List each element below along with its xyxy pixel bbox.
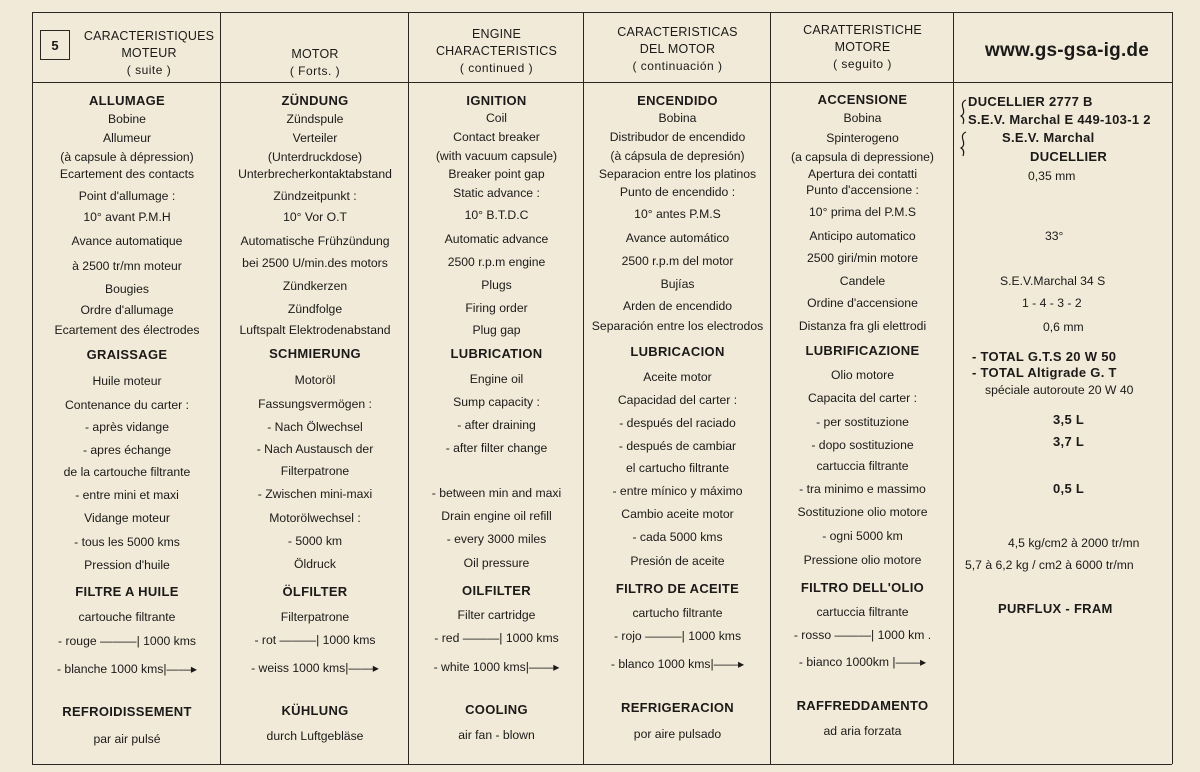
spec-value: 1 - 4 - 3 - 2 <box>1022 296 1082 310</box>
spec-label: 10° prima del P.M.S <box>809 205 916 219</box>
header-subtitle: ( seguito ) <box>833 57 892 71</box>
section-heading: REFROIDISSEMENT <box>62 704 192 719</box>
spec-label: Sostituzione olio motore <box>797 505 928 519</box>
spec-label: - bianco 1000km |——▸ <box>798 655 927 669</box>
spec-label: Automatic advance <box>444 232 549 246</box>
spec-label: - después de cambiar <box>618 439 737 453</box>
header-subtitle: ( Forts. ) <box>289 64 341 78</box>
spec-label: Static advance : <box>453 186 540 200</box>
spec-value: PURFLUX - FRAM <box>998 601 1113 616</box>
spec-label: Anticipo automatico <box>809 229 916 243</box>
header-subtitle: ( continued ) <box>459 61 534 75</box>
section-heading: SCHMIERUNG <box>269 346 361 361</box>
spec-label: - rot ———| 1000 kms <box>254 633 376 647</box>
spec-label: 10° antes P.M.S <box>634 207 721 221</box>
column-divider <box>408 12 409 764</box>
spec-label: Zündkerzen <box>282 279 348 293</box>
spec-label: Avance automático <box>625 231 730 245</box>
spec-label: ad aria forzata <box>823 724 902 738</box>
spec-label: - Nach Ölwechsel <box>267 420 363 434</box>
spec-label: - white 1000 kms|——▸ <box>433 660 560 674</box>
spec-label: Firing order <box>465 301 528 315</box>
spec-label: - after filter change <box>445 441 548 455</box>
spec-label: 2500 r.p.m del motor <box>621 254 734 268</box>
spec-label: Bougies <box>104 282 150 296</box>
section-heading: LUBRIFICAZIONE <box>805 343 920 358</box>
section-heading: LUBRICATION <box>450 346 543 361</box>
spec-label: Fassungsvermögen : <box>258 397 372 411</box>
header-title: MOTOR <box>291 47 339 61</box>
header-de <box>222 46 408 80</box>
spec-label: - ogni 5000 km <box>822 529 903 543</box>
spec-label: - après vidange <box>84 420 169 434</box>
spec-value: 3,7 L <box>1053 434 1085 449</box>
spec-label: Vidange moteur <box>84 511 170 525</box>
spec-label: Ecartement des électrodes <box>54 323 200 337</box>
spec-label: 2500 r.p.m engine <box>447 255 546 269</box>
spec-label: por aire pulsado <box>633 727 722 741</box>
spec-label: Punto de encendido : <box>619 185 736 199</box>
spec-label: à 2500 tr/mn moteur <box>72 259 182 273</box>
spec-label: - tous les 5000 kms <box>74 535 180 549</box>
spec-value: - TOTAL G.T.S 20 W 50 <box>972 349 1117 364</box>
spec-label: - rosso ———| 1000 km . <box>793 628 932 642</box>
spec-label: Luftspalt Elektrodenabstand <box>239 323 391 337</box>
spec-label: Avance automatique <box>71 234 183 248</box>
spec-label: (à cápsula de depresión) <box>610 149 745 163</box>
spec-label: de la cartouche filtrante <box>63 465 191 479</box>
column-divider <box>1172 12 1173 764</box>
column-divider <box>770 12 771 764</box>
header-es <box>585 24 770 75</box>
section-heading: GRAISSAGE <box>86 347 168 362</box>
spec-label: Olio motore <box>831 368 894 382</box>
spec-label: Bobine <box>108 112 146 126</box>
spec-label: bei 2500 U/min.des motors <box>242 256 388 270</box>
spec-label: Pression d'huile <box>84 558 170 572</box>
spec-label: Pressione olio motore <box>803 553 922 567</box>
header-it <box>772 22 953 73</box>
spec-label: Separación entre los electrodos <box>591 319 764 333</box>
spec-label: Öldruck <box>294 557 336 571</box>
spec-value: 0,5 L <box>1053 481 1085 496</box>
spec-label: Verteiler <box>292 131 338 145</box>
top-rule <box>32 12 1172 13</box>
spec-label: air fan - blown <box>458 728 535 742</box>
spec-value: spéciale autoroute 20 W 40 <box>985 383 1134 397</box>
header-en <box>410 26 583 77</box>
section-heading: OILFILTER <box>462 583 531 598</box>
section-heading: KÜHLUNG <box>281 703 349 718</box>
spec-label: cartouche filtrante <box>78 610 176 624</box>
spec-label: - every 3000 miles <box>446 532 547 546</box>
spec-label: 10° B.T.D.C <box>464 208 529 222</box>
header-fr <box>74 28 224 79</box>
spec-label: - rouge ———| 1000 kms <box>58 634 196 648</box>
spec-label: Distanza fra gli elettrodi <box>798 319 927 333</box>
spec-value: S.E.V. Marchal E 449-103-1 2 <box>968 112 1151 127</box>
spec-label: - blanco 1000 kms|——▸ <box>610 657 745 671</box>
website-watermark: www.gs-gsa-ig.de <box>984 40 1149 61</box>
spec-label: - entre mínico y máximo <box>612 484 743 498</box>
spec-label: - after draining <box>457 418 536 432</box>
section-heading: FILTRO DE ACEITE <box>615 581 740 596</box>
spec-label: Motorölwechsel : <box>269 511 361 525</box>
spec-value: 0,6 mm <box>1043 320 1084 334</box>
section-heading: ACCENSIONE <box>817 92 908 107</box>
spec-label: - Nach Austausch der <box>256 442 374 456</box>
spec-label: Allumeur <box>102 131 152 145</box>
column-divider <box>583 12 584 764</box>
spec-label: Sump capacity : <box>453 395 540 409</box>
spec-label: (a capsula di depressione) <box>791 150 934 164</box>
spec-value: 33° <box>1045 229 1064 243</box>
spec-label: cartucho filtrante <box>632 606 723 620</box>
spec-value: 0,35 mm <box>1028 169 1076 183</box>
section-heading: COOLING <box>465 702 528 717</box>
header-title: CARACTERISTIQUES MOTEUR <box>83 29 215 60</box>
section-heading: ENCENDIDO <box>637 93 718 108</box>
spec-label: cartuccia filtrante <box>816 459 909 473</box>
spec-label: - blanche 1000 kms|——▸ <box>56 662 198 676</box>
spec-value: S.E.V. Marchal <box>1002 130 1095 145</box>
section-heading: LUBRICACION <box>630 344 725 359</box>
column-divider <box>32 12 33 764</box>
spec-label: Plugs <box>481 278 512 292</box>
spec-label: Breaker point gap <box>448 167 545 181</box>
spec-label: Contenance du carter : <box>65 398 189 412</box>
section-heading: ALLUMAGE <box>88 93 166 108</box>
spec-label: Filterpatrone <box>280 610 350 624</box>
spec-label: Drain engine oil refill <box>441 509 552 523</box>
spec-label: Capacidad del carter : <box>617 393 738 407</box>
spec-label: Spinterogeno <box>826 131 899 145</box>
section-heading: REFRIGERACION <box>621 700 734 715</box>
header-title: ENGINE CHARACTERISTICS <box>435 27 558 58</box>
spec-label: - red ———| 1000 kms <box>434 631 559 645</box>
spec-label: Zündfolge <box>287 302 343 316</box>
spec-label: Ordre d'allumage <box>80 303 174 317</box>
spec-label: durch Luftgebläse <box>266 729 364 743</box>
section-heading: IGNITION <box>466 93 527 108</box>
spec-label: Capacita del carter : <box>807 391 918 405</box>
spec-label: Engine oil <box>469 372 524 386</box>
brace-icon <box>958 98 970 164</box>
spec-label: Zündspule <box>286 112 344 126</box>
spec-label: Point d'allumage : <box>78 189 176 203</box>
spec-label: Cambio aceite motor <box>621 507 734 521</box>
spec-value: DUCELLIER <box>1030 149 1108 164</box>
section-heading: ZÜNDUNG <box>281 93 349 108</box>
spec-label: - weiss 1000 kms|——▸ <box>251 661 379 675</box>
spec-label: - between min and maxi <box>431 486 562 500</box>
section-heading: FILTRE A HUILE <box>75 584 179 599</box>
spec-value: DUCELLIER 2777 B <box>968 94 1093 109</box>
spec-value: 3,5 L <box>1053 412 1085 427</box>
spec-label: Plug gap <box>472 323 521 337</box>
header-title: CARACTERISTICAS DEL MOTOR <box>617 25 738 56</box>
spec-label: 10° avant P.M.H <box>83 210 171 224</box>
spec-label: Separacion entre los platinos <box>598 167 757 181</box>
spec-label: Distribudor de encendido <box>609 130 746 144</box>
spec-label: - cada 5000 kms <box>632 530 723 544</box>
spec-label: Zündzeitpunkt : <box>273 189 357 203</box>
spec-value: 4,5 kg/cm2 à 2000 tr/mn <box>1008 536 1140 550</box>
spec-label: Candele <box>839 274 886 288</box>
spec-label: - 5000 km <box>287 534 343 548</box>
spec-label: Presión de aceite <box>630 554 725 568</box>
spec-label: Unterbrecherkontaktabstand <box>238 167 392 181</box>
spec-label: (Unterdruckdose) <box>267 150 363 164</box>
spec-label: Contact breaker <box>453 130 540 144</box>
spec-label: Arden de encendido <box>622 299 733 313</box>
section-heading: FILTRO DELL'OLIO <box>800 580 925 595</box>
spec-label: Filter cartridge <box>457 608 536 622</box>
spec-label: el cartucho filtrante <box>626 461 729 475</box>
section-heading: ÖLFILTER <box>282 584 348 599</box>
spec-label: Aceite motor <box>643 370 712 384</box>
spec-label: - rojo ———| 1000 kms <box>613 629 742 643</box>
spec-label: Filterpatrone <box>280 464 350 478</box>
spec-label: - Zwischen mini-maxi <box>257 487 373 501</box>
spec-label: Apertura dei contatti <box>807 167 918 181</box>
spec-value: - TOTAL Altigrade G. T <box>972 365 1117 380</box>
spec-label: Bobina <box>843 111 882 125</box>
spec-label: Huile moteur <box>92 374 162 388</box>
spec-label: par air pulsé <box>93 732 161 746</box>
spec-value: S.E.V.Marchal 34 S <box>1000 274 1106 288</box>
spec-label: - tra minimo e massimo <box>799 482 926 496</box>
section-heading: RAFFREDDAMENTO <box>796 698 929 713</box>
spec-label: - entre mini et maxi <box>75 488 179 502</box>
spec-label: - dopo sostituzione <box>811 438 914 452</box>
spec-label: Ordine d'accensione <box>807 296 918 310</box>
spec-label: Bujías <box>660 277 695 291</box>
bottom-rule <box>32 764 1172 765</box>
column-divider <box>220 12 221 764</box>
spec-label: - apres échange <box>82 443 172 457</box>
spec-label: Motoröl <box>294 373 336 387</box>
spec-value: 5,7 à 6,2 kg / cm2 à 6000 tr/mn <box>965 558 1134 572</box>
spec-label: (à capsule à dépression) <box>60 150 194 164</box>
header-rule <box>32 82 1172 83</box>
spec-label: 10° Vor O.T <box>283 210 347 224</box>
page-number: 5 <box>40 30 70 60</box>
header-subtitle: ( suite ) <box>126 63 172 77</box>
spec-label: Bobina <box>658 111 697 125</box>
spec-label: Oil pressure <box>463 556 530 570</box>
spec-label: Automatische Frühzündung <box>240 234 390 248</box>
spec-label: Ecartement des contacts <box>59 167 195 181</box>
header-subtitle: ( continuación ) <box>632 59 723 73</box>
spec-label: - después del raciado <box>619 416 736 430</box>
spec-label: (with vacuum capsule) <box>435 149 558 163</box>
spec-label: - per sostituzione <box>816 415 909 429</box>
spec-label: 2500 giri/min motore <box>806 251 919 265</box>
header-title: CARATTERISTICHE MOTORE <box>803 23 922 54</box>
spec-label: Coil <box>486 111 507 125</box>
column-divider <box>953 12 954 764</box>
spec-label: cartuccia filtrante <box>816 605 909 619</box>
spec-label: Punto d'accensione : <box>806 183 919 197</box>
